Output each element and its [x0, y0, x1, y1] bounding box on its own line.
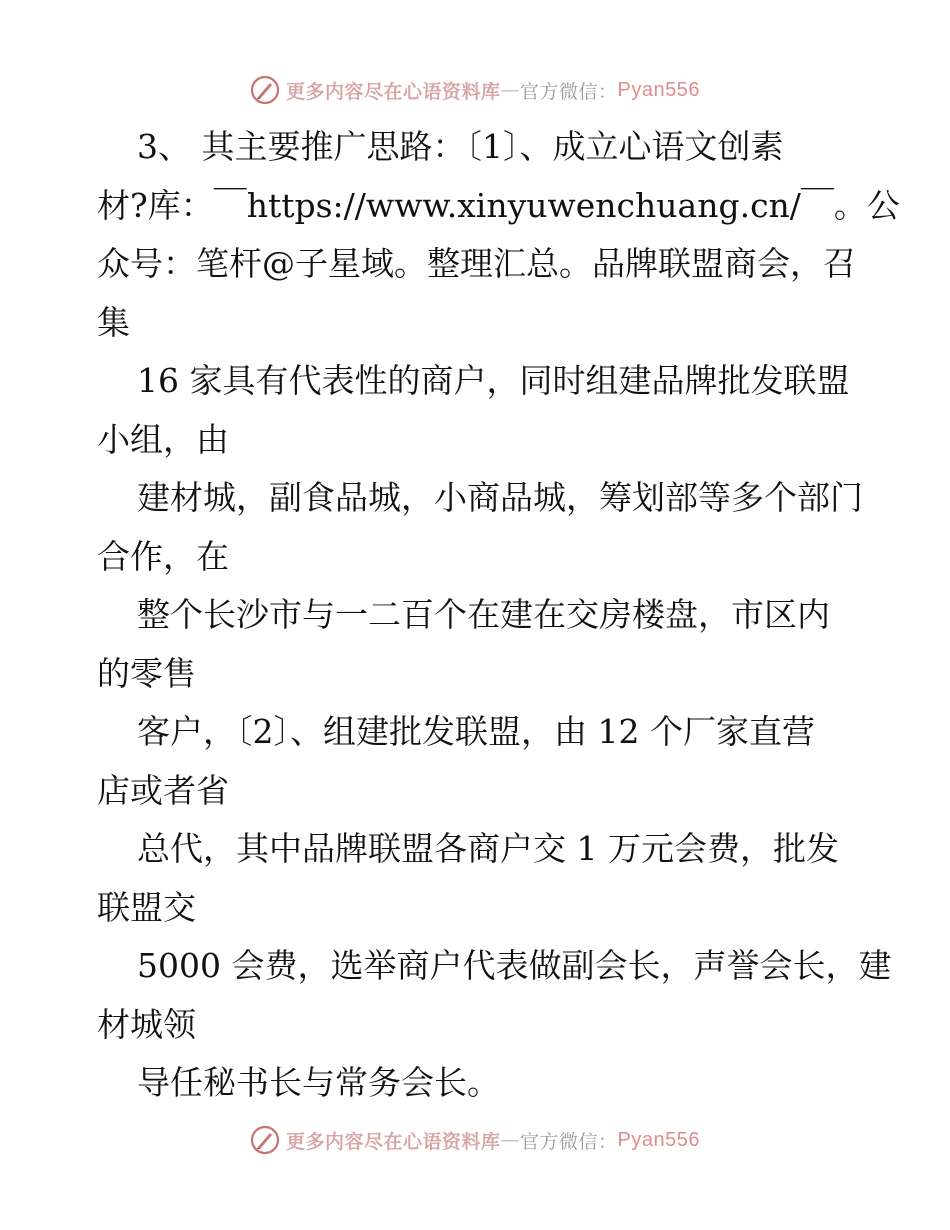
text-line: 小组，由 — [97, 419, 229, 459]
text-line: 建材城，副食品城，小商品城，筹划部等多个部门 — [137, 478, 863, 517]
text-line: 整个长沙市与一二百个在建在交房楼盘，市区内 — [137, 595, 830, 634]
text-line: 3、 其主要推广思路：〔1〕、成立心语文创素 — [137, 127, 784, 166]
footer-watermark — [0, 1120, 950, 1160]
quill-pen-icon — [250, 1125, 280, 1155]
quill-pen-icon — [250, 75, 280, 105]
text-line: 16 家具有代表性的商户，同时组建品牌批发联盟 — [137, 361, 850, 400]
watermark-dash: — — [500, 1129, 521, 1151]
text-line: 导任秘书长与常务会长。 — [137, 1063, 500, 1102]
text-line: 客户，〔2〕、组建批发联盟，由 12 个厂家直营 — [137, 712, 815, 751]
text-line: 店或者省 — [97, 770, 229, 810]
text-line: 的零售 — [97, 653, 196, 693]
watermark-official-label: 官方微信： — [520, 80, 618, 103]
watermark-official-label: 官方微信： — [520, 1130, 618, 1153]
watermark-brand: 更多内容尽在心语资料库 — [286, 1130, 501, 1153]
text-line: 材?库：￣https://www.xinyuwenchuang.cn/￣。公 — [97, 185, 900, 225]
watermark-wechat-id: Pyan556 — [617, 1128, 700, 1151]
text-line: 联盟交 — [97, 887, 196, 927]
watermark-wechat-id: Pyan556 — [617, 78, 700, 101]
text-line: 众号：笔杆@子星域。整理汇总。品牌联盟商会，召 — [97, 244, 856, 283]
watermark-dash: — — [500, 79, 521, 101]
header-watermark — [0, 70, 950, 110]
text-line: 集 — [97, 302, 130, 342]
text-line: 5000 会费，选举商户代表做副会长，声誉会长，建 — [137, 946, 892, 985]
text-line: 总代，其中品牌联盟各商户交 1 万元会费，批发 — [137, 829, 839, 868]
text-line: 合作，在 — [97, 536, 229, 576]
document-body — [97, 118, 900, 1113]
watermark-brand: 更多内容尽在心语资料库 — [286, 80, 501, 103]
text-line: 材城领 — [97, 1004, 196, 1044]
